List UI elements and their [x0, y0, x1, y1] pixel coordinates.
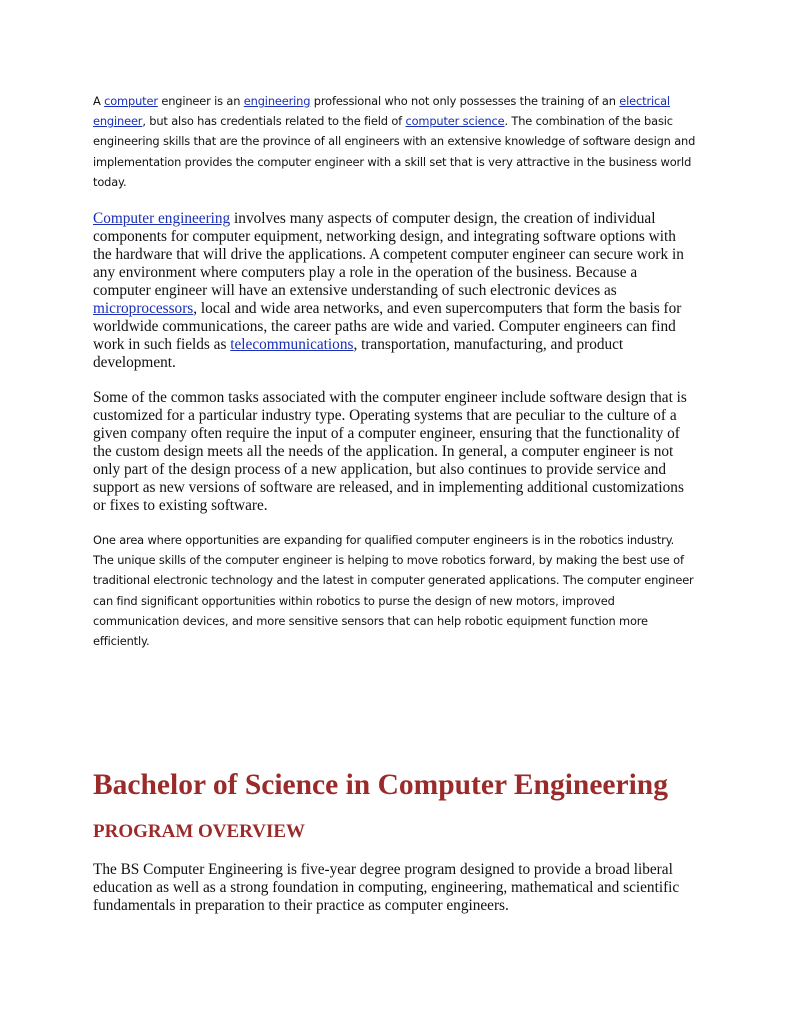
page-heading: Bachelor of Science in Computer Engineering	[93, 769, 668, 801]
text-run: involves many aspects of computer design, the creation of individual components for computer equipment, networking design, and integrating software options with the hardware that will drive the applications. A competent computer engineer can secure work in any environment where computers play a role in the operation of the business. Because a computer engineer will have an extensive understanding of such electronic devices as	[93, 210, 684, 300]
text-run: professional who not only possesses the training of an	[310, 94, 620, 108]
computer-engineering-paragraph	[93, 210, 698, 372]
link-electrical-engineer[interactable]: electrical engineer	[93, 94, 670, 129]
text-run: , local and wide area networks, and even supercomputers that form the basis for worldwide communications, the career paths are wide and varied. Computer engineers can find work in such fields as	[93, 300, 682, 354]
link-telecommunications[interactable]: telecommunications	[230, 336, 354, 354]
common-tasks-paragraph: Some of the common tasks associated with the computer engineer include software design that is customized for a particular industry type. Operating systems that are peculiar to the culture of a given company often require the input of a computer engineer, ensuring that the functionality of the custom design meets all the needs of the application. In general, a computer engineer is not only part of the design process of a new application, but also continues to provide service and support as new versions of software are released, and in implementing additional customizations or fixes to existing software.	[93, 389, 687, 515]
link-computer-science[interactable]: computer science	[405, 114, 505, 129]
robotics-paragraph: One area where opportunities are expanding for qualified computer engineers is in the robotics industry. The unique skills of the computer engineer is helping to move robotics forward, by making the best use of traditional electronic technology and the latest in computer generated applications. The computer engineer can find significant opportunities within robotics to purse the design of new motors, improved communication devices, and more sensitive sensors that can help robotic equipment function more efficiently.	[93, 533, 694, 649]
text-run: , transportation, manufacturing, and product development.	[93, 336, 624, 372]
link-computer-engineering[interactable]: Computer engineering	[93, 210, 231, 227]
text-run: A	[93, 94, 105, 108]
intro-paragraph	[93, 91, 698, 192]
text-run: engineer is an	[157, 94, 244, 108]
link-engineering[interactable]: engineering	[243, 94, 311, 108]
section-heading: PROGRAM OVERVIEW	[93, 821, 306, 842]
text-run: . The combination of the basic engineering skills that are the province of all engineers with an extensive knowledge of software design and implementation provides the computer engineer with a skill set that is very attractive in the business world today.	[93, 114, 696, 189]
text-run: , but also has credentials related to the field of	[142, 114, 406, 129]
program-overview-paragraph: The BS Computer Engineering is five-year degree program designed to provide a broad liberal education as well as a strong foundation in computing, engineering, mathematical and scientific fundamentals in preparation to their practice as computer engineers.	[93, 861, 680, 915]
link-computer[interactable]: computer	[104, 94, 158, 108]
link-microprocessors[interactable]: microprocessors	[93, 300, 194, 318]
